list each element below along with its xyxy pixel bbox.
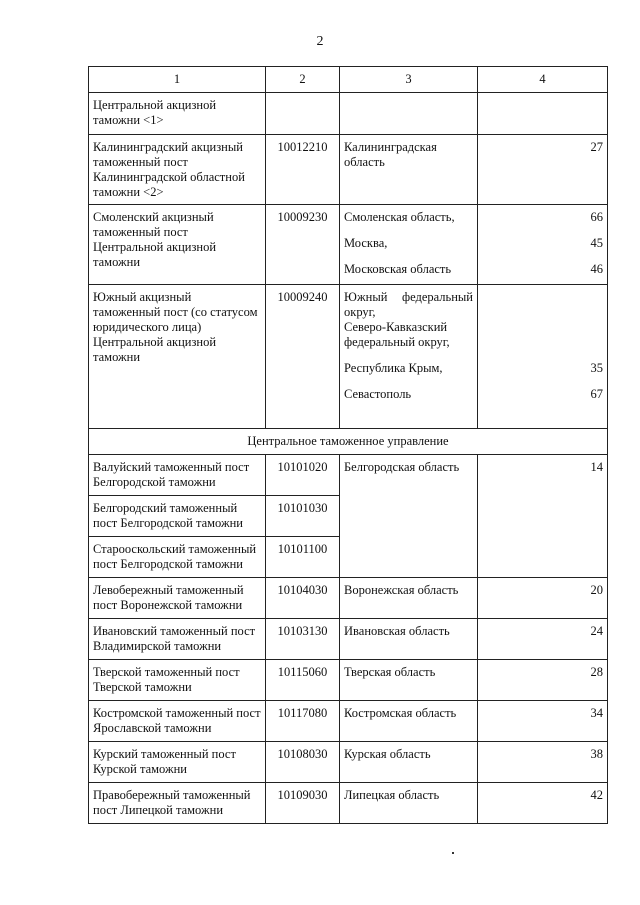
region-number-line: 66	[590, 210, 603, 224]
section-title: Центральное таможенное управление	[89, 429, 608, 455]
page-number: 2	[316, 34, 324, 49]
region	[340, 205, 478, 285]
region-number: 14	[478, 455, 608, 578]
post-name: Тверской таможенный пост Тверской таможни	[89, 660, 266, 701]
post-name: Курский таможенный пост Курской таможни	[89, 742, 266, 783]
region-line: Московская область	[344, 262, 452, 276]
post-name: Южный акцизный таможенный пост (со статусом юридического лица) Центральной акцизной таможни	[89, 285, 266, 429]
region-line: Москва,	[344, 236, 388, 250]
region: Калининградская область	[340, 135, 478, 205]
region-line: Южный федеральный	[344, 290, 473, 304]
post-code: 10115060	[266, 660, 340, 701]
table-row	[89, 701, 608, 742]
region: Липецкая область	[340, 783, 478, 824]
post-code: 10101020	[266, 455, 340, 496]
region-number: 42	[478, 783, 608, 824]
region-number-line: 35	[590, 361, 603, 375]
region	[340, 93, 478, 135]
region-number: 34	[478, 701, 608, 742]
region-number-line: 67	[590, 387, 603, 401]
header-row	[89, 67, 608, 93]
table-row	[89, 455, 608, 496]
region-number	[478, 93, 608, 135]
region-line: Севастополь	[344, 387, 412, 401]
post-code: 10101030	[266, 496, 340, 537]
post-code: 10009230	[266, 205, 340, 285]
post-name: Смоленский акцизный таможенный пост Центральной акцизной таможни	[89, 205, 266, 285]
post-code: 10103130	[266, 619, 340, 660]
post-code: 10117080	[266, 701, 340, 742]
table-row	[89, 578, 608, 619]
table-row	[89, 205, 608, 285]
region: Ивановская область	[340, 619, 478, 660]
region-number: 27	[478, 135, 608, 205]
section-row	[89, 429, 608, 455]
region-line: Северо-Кавказский федеральный округ,	[344, 320, 450, 349]
table-row	[89, 783, 608, 824]
region: Костромская область	[340, 701, 478, 742]
post-code: 10012210	[266, 135, 340, 205]
region-number: 28	[478, 660, 608, 701]
post-name: Правобережный таможенный пост Липецкой таможни	[89, 783, 266, 824]
header-col-4: 4	[478, 67, 608, 93]
post-code: 10104030	[266, 578, 340, 619]
region	[340, 285, 478, 429]
table-row	[89, 619, 608, 660]
region-number: 20	[478, 578, 608, 619]
region: Воронежская область	[340, 578, 478, 619]
header-col-3: 3	[340, 67, 478, 93]
table-row	[89, 742, 608, 783]
customs-table	[88, 66, 608, 824]
post-code: 10101100	[266, 537, 340, 578]
post-code	[266, 93, 340, 135]
region: Тверская область	[340, 660, 478, 701]
post-name: Старооскольский таможенный пост Белгородской таможни	[89, 537, 266, 578]
post-name: Костромской таможенный пост Ярославской таможни	[89, 701, 266, 742]
region: Белгородская область	[340, 455, 478, 578]
post-code: 10109030	[266, 783, 340, 824]
table-row	[89, 660, 608, 701]
region-line: Смоленская область,	[344, 210, 455, 224]
region-number	[478, 205, 608, 285]
region-number-line: 45	[590, 236, 603, 250]
region-number	[478, 285, 608, 429]
table-row	[89, 285, 608, 429]
region: Курская область	[340, 742, 478, 783]
region-number: 24	[478, 619, 608, 660]
header-col-2: 2	[266, 67, 340, 93]
post-name: Белгородский таможенный пост Белгородской таможни	[89, 496, 266, 537]
table-row	[89, 135, 608, 205]
post-name: Калининградский акцизный таможенный пост Калининградской областной таможни <2>	[89, 135, 266, 205]
post-code: 10108030	[266, 742, 340, 783]
post-name: Центральной акцизной таможни <1>	[89, 93, 266, 135]
region-line: Республика Крым,	[344, 361, 443, 375]
post-name: Левобережный таможенный пост Воронежской таможни	[89, 578, 266, 619]
post-name: Ивановский таможенный пост Владимирской таможни	[89, 619, 266, 660]
region-number-line: 46	[590, 262, 603, 276]
table-row	[89, 93, 608, 135]
post-code: 10009240	[266, 285, 340, 429]
post-name: Валуйский таможенный пост Белгородской таможни	[89, 455, 266, 496]
region-line: округ,	[344, 305, 376, 319]
header-col-1: 1	[89, 67, 266, 93]
scan-speck	[452, 852, 454, 854]
region-number: 38	[478, 742, 608, 783]
